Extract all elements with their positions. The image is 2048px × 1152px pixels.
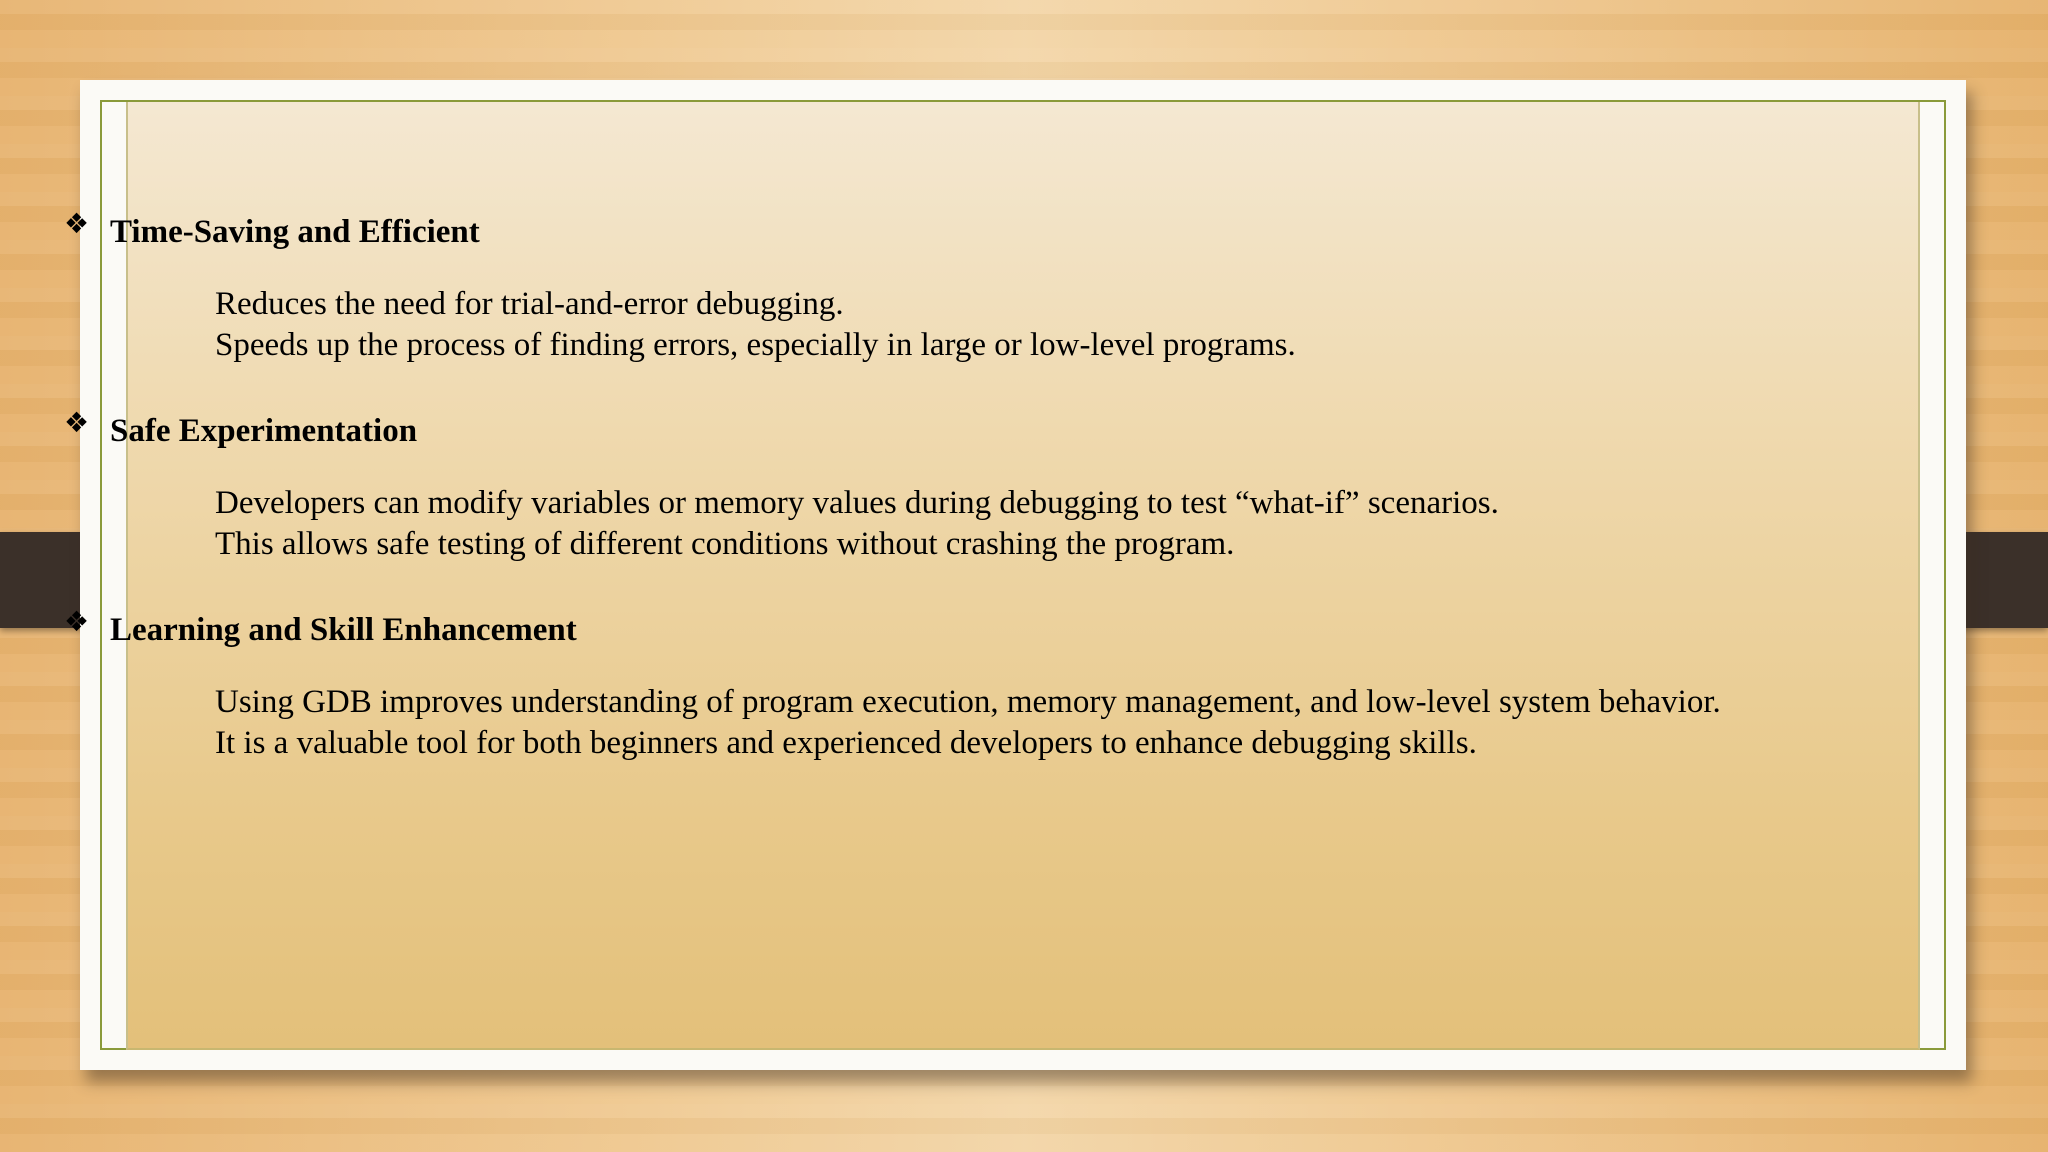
diamond-bullet-icon: ❖: [64, 207, 90, 240]
section-learning: [64, 605, 1864, 764]
section-heading: [64, 207, 1864, 251]
body-line: Developers can modify variables or memory values during debugging to test “what-if” scenarios.: [215, 485, 1499, 521]
body-line: It is a valuable tool for both beginners and experienced developers to enhance debugging skills.: [215, 725, 1477, 761]
diamond-bullet-icon: ❖: [64, 605, 90, 638]
section-body: [64, 284, 1864, 366]
diamond-bullet-icon: ❖: [64, 406, 90, 439]
body-line: Reduces the need for trial-and-error debugging.: [215, 286, 844, 322]
heading-text: Safe Experimentation: [110, 413, 418, 449]
body-line: This allows safe testing of different conditions without crashing the program.: [215, 526, 1235, 562]
section-heading: [64, 406, 1864, 450]
section-heading: [64, 605, 1864, 649]
section-body: [64, 682, 1864, 764]
body-line: Using GDB improves understanding of program execution, memory management, and low-level system behavior.: [215, 684, 1721, 720]
slide-content: [64, 207, 1864, 764]
section-body: [64, 483, 1864, 565]
body-line: Speeds up the process of finding errors, especially in large or low-level programs.: [215, 327, 1296, 363]
heading-text: Time-Saving and Efficient: [110, 214, 480, 250]
section-time-saving: [64, 207, 1864, 366]
heading-text: Learning and Skill Enhancement: [110, 612, 577, 648]
section-safe-experimentation: [64, 406, 1864, 565]
